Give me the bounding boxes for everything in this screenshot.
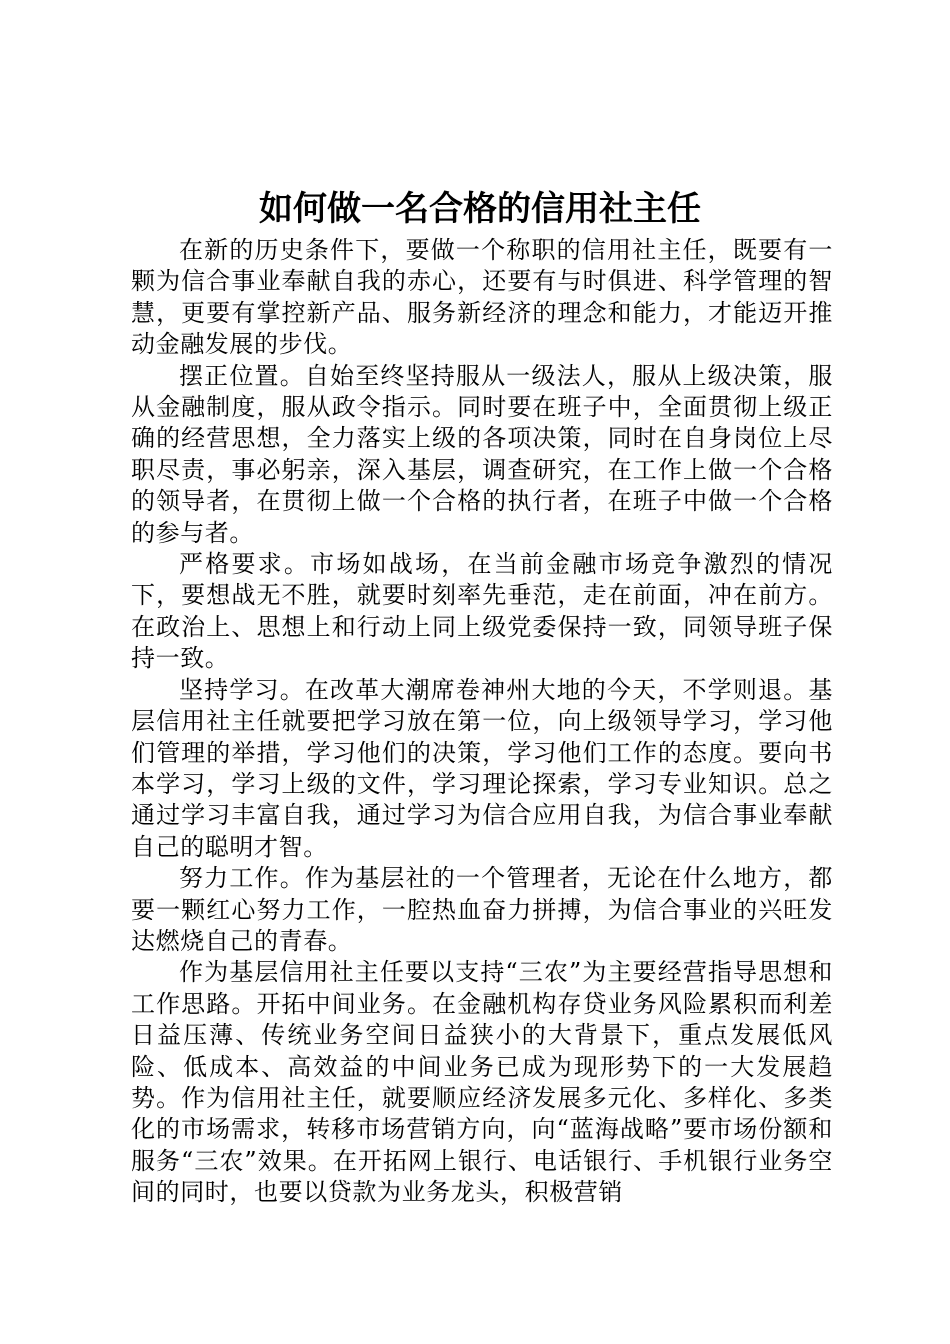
paragraph-work: 努力工作。作为基层社的一个管理者，无论在什么地方，都要一颗红心努力工作，一腔热血奋力拼搏，为信合事业的兴旺发达燃烧自己的青春。 — [131, 864, 833, 955]
paragraph-requirements: 严格要求。市场如战场，在当前金融市场竞争激烈的情况下，要想战无不胜，就要时刻率先垂范，走在前面，冲在前方。在政治上、思想上和行动上同上级党委保持一致，同领导班子保持一致。 — [131, 550, 833, 673]
document-title: 如何做一名合格的信用社主任 — [259, 189, 701, 229]
paragraph-strategy: 作为基层信用社主任要以支持“三农”为主要经营指导思想和工作思路。开拓中间业务。在金融机构存贷业务风险累积而利差日益压薄、传统业务空间日益狭小的大背景下，重点发展低风险、低成本、高效益的中间业务已成为现形势下的一大发展趋势。作为信用社主任，就要顺应经济发展多元化、多样化、多类化的市场需求，转移市场营销方向，向“蓝海战略”要市场份额和服务“三农”效果。在开拓网上银行、电话银行、手机银行业务空间的同时，也要以贷款为业务龙头，积极营销 — [131, 958, 833, 1207]
paragraph-learning: 坚持学习。在改革大潮席卷神州大地的今天，不学则退。基层信用社主任就要把学习放在第一位，向上级领导学习，学习他们管理的举措，学习他们的决策，学习他们工作的态度。要向书本学习，学习上级的文件，学习理论探索，学习专业知识。总之通过学习丰富自我，通过学习为信合应用自我，为信合事业奉献自己的聪明才智。 — [131, 675, 833, 861]
document-body — [131, 235, 833, 1209]
paragraph-position: 摆正位置。自始至终坚持服从一级法人，服从上级决策，服从金融制度，服从政令指示。同时要在班子中，全面贯彻上级正确的经营思想，全力落实上级的各项决策，同时在自身岗位上尽职尽责，事必躬亲，深入基层，调查研究，在工作上做一个合格的领导者，在贯彻上做一个合格的执行者，在班子中做一个合格的参与者。 — [131, 361, 833, 547]
paragraph-intro: 在新的历史条件下，要做一个称职的信用社主任，既要有一颗为信合事业奉献自我的赤心，还要有与时俱进、科学管理的智慧，更要有掌控新产品、服务新经济的理念和能力，才能迈开推动金融发展的步伐。 — [131, 236, 833, 359]
